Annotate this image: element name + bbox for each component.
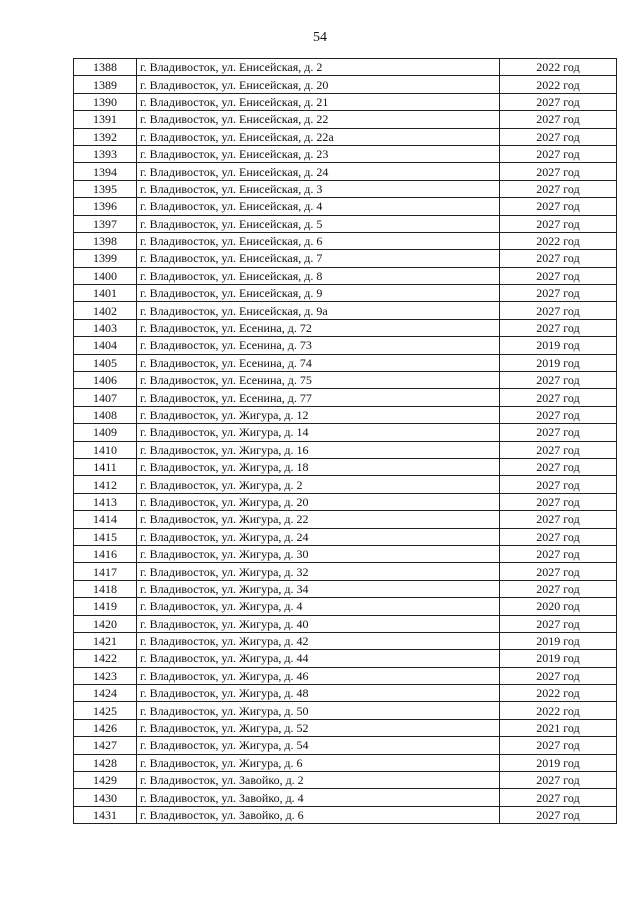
year-cell: 2027 год <box>500 319 617 336</box>
row-number-cell: 1406 <box>74 372 137 389</box>
year-cell: 2027 год <box>500 285 617 302</box>
year-cell: 2019 год <box>500 632 617 649</box>
address-cell: г. Владивосток, ул. Есенина, д. 72 <box>137 319 500 336</box>
address-cell: г. Владивосток, ул. Жигура, д. 32 <box>137 563 500 580</box>
row-number-cell: 1397 <box>74 215 137 232</box>
address-cell: г. Владивосток, ул. Енисейская, д. 8 <box>137 267 500 284</box>
table-row <box>74 198 617 215</box>
address-cell: г. Владивосток, ул. Жигура, д. 34 <box>137 580 500 597</box>
row-number-cell: 1401 <box>74 285 137 302</box>
address-cell: г. Владивосток, ул. Енисейская, д. 22а <box>137 128 500 145</box>
table-row <box>74 685 617 702</box>
row-number-cell: 1393 <box>74 145 137 162</box>
year-cell: 2027 год <box>500 789 617 806</box>
row-number-cell: 1410 <box>74 441 137 458</box>
year-cell: 2022 год <box>500 76 617 93</box>
table-row <box>74 493 617 510</box>
row-number-cell: 1402 <box>74 302 137 319</box>
year-cell: 2027 год <box>500 198 617 215</box>
row-number-cell: 1419 <box>74 598 137 615</box>
row-number-cell: 1427 <box>74 737 137 754</box>
row-number-cell: 1422 <box>74 650 137 667</box>
table-row <box>74 319 617 336</box>
table-row <box>74 528 617 545</box>
address-cell: г. Владивосток, ул. Жигура, д. 42 <box>137 632 500 649</box>
address-cell: г. Владивосток, ул. Есенина, д. 77 <box>137 389 500 406</box>
table-row <box>74 511 617 528</box>
row-number-cell: 1400 <box>74 267 137 284</box>
row-number-cell: 1424 <box>74 685 137 702</box>
table-row <box>74 667 617 684</box>
row-number-cell: 1395 <box>74 180 137 197</box>
table-row <box>74 389 617 406</box>
address-cell: г. Владивосток, ул. Енисейская, д. 9а <box>137 302 500 319</box>
year-cell: 2027 год <box>500 667 617 684</box>
row-number-cell: 1389 <box>74 76 137 93</box>
table-row <box>74 632 617 649</box>
table-row <box>74 111 617 128</box>
address-cell: г. Владивосток, ул. Жигура, д. 24 <box>137 528 500 545</box>
row-number-cell: 1408 <box>74 406 137 423</box>
address-cell: г. Владивосток, ул. Жигура, д. 14 <box>137 424 500 441</box>
year-cell: 2027 год <box>500 615 617 632</box>
year-cell: 2027 год <box>500 250 617 267</box>
row-number-cell: 1421 <box>74 632 137 649</box>
year-cell: 2027 год <box>500 389 617 406</box>
address-cell: г. Владивосток, ул. Енисейская, д. 22 <box>137 111 500 128</box>
address-cell: г. Владивосток, ул. Жигура, д. 4 <box>137 598 500 615</box>
address-cell: г. Владивосток, ул. Жигура, д. 20 <box>137 493 500 510</box>
row-number-cell: 1412 <box>74 476 137 493</box>
year-cell: 2027 год <box>500 180 617 197</box>
address-cell: г. Владивосток, ул. Енисейская, д. 23 <box>137 145 500 162</box>
table-row <box>74 337 617 354</box>
row-number-cell: 1405 <box>74 354 137 371</box>
year-cell: 2021 год <box>500 719 617 736</box>
row-number-cell: 1431 <box>74 806 137 823</box>
table-row <box>74 372 617 389</box>
table-row <box>74 285 617 302</box>
year-cell: 2027 год <box>500 215 617 232</box>
table-row <box>74 215 617 232</box>
address-cell: г. Владивосток, ул. Енисейская, д. 20 <box>137 76 500 93</box>
year-cell: 2022 год <box>500 685 617 702</box>
address-cell: г. Владивосток, ул. Жигура, д. 40 <box>137 615 500 632</box>
year-cell: 2019 год <box>500 754 617 771</box>
year-cell: 2027 год <box>500 93 617 110</box>
row-number-cell: 1409 <box>74 424 137 441</box>
address-cell: г. Владивосток, ул. Завойко, д. 4 <box>137 789 500 806</box>
row-number-cell: 1407 <box>74 389 137 406</box>
row-number-cell: 1390 <box>74 93 137 110</box>
address-cell: г. Владивосток, ул. Енисейская, д. 5 <box>137 215 500 232</box>
table-row <box>74 93 617 110</box>
row-number-cell: 1404 <box>74 337 137 354</box>
address-cell: г. Владивосток, ул. Жигура, д. 54 <box>137 737 500 754</box>
page-number: 54 <box>313 30 327 45</box>
row-number-cell: 1399 <box>74 250 137 267</box>
row-number-cell: 1398 <box>74 232 137 249</box>
address-cell: г. Владивосток, ул. Жигура, д. 12 <box>137 406 500 423</box>
table-row <box>74 267 617 284</box>
row-number-cell: 1391 <box>74 111 137 128</box>
row-number-cell: 1418 <box>74 580 137 597</box>
table-row <box>74 128 617 145</box>
table-row <box>74 424 617 441</box>
row-number-cell: 1425 <box>74 702 137 719</box>
address-cell: г. Владивосток, ул. Енисейская, д. 21 <box>137 93 500 110</box>
table-row <box>74 76 617 93</box>
year-cell: 2027 год <box>500 545 617 562</box>
address-cell: г. Владивосток, ул. Енисейская, д. 2 <box>137 59 500 76</box>
year-cell: 2022 год <box>500 59 617 76</box>
year-cell: 2027 год <box>500 441 617 458</box>
year-cell: 2027 год <box>500 493 617 510</box>
year-cell: 2027 год <box>500 737 617 754</box>
year-cell: 2027 год <box>500 163 617 180</box>
address-cell: г. Владивосток, ул. Есенина, д. 75 <box>137 372 500 389</box>
row-number-cell: 1417 <box>74 563 137 580</box>
row-number-cell: 1414 <box>74 511 137 528</box>
row-number-cell: 1428 <box>74 754 137 771</box>
year-cell: 2019 год <box>500 354 617 371</box>
year-cell: 2027 год <box>500 145 617 162</box>
row-number-cell: 1392 <box>74 128 137 145</box>
address-cell: г. Владивосток, ул. Жигура, д. 44 <box>137 650 500 667</box>
address-cell: г. Владивосток, ул. Завойко, д. 2 <box>137 772 500 789</box>
row-number-cell: 1394 <box>74 163 137 180</box>
year-cell: 2027 год <box>500 406 617 423</box>
address-cell: г. Владивосток, ул. Есенина, д. 73 <box>137 337 500 354</box>
year-cell: 2027 год <box>500 424 617 441</box>
table-row <box>74 545 617 562</box>
address-cell: г. Владивосток, ул. Есенина, д. 74 <box>137 354 500 371</box>
table-row <box>74 598 617 615</box>
table-row <box>74 789 617 806</box>
table-row <box>74 232 617 249</box>
table-row <box>74 163 617 180</box>
address-cell: г. Владивосток, ул. Жигура, д. 6 <box>137 754 500 771</box>
address-cell: г. Владивосток, ул. Енисейская, д. 24 <box>137 163 500 180</box>
year-cell: 2027 год <box>500 476 617 493</box>
housing-registry-table <box>73 58 617 824</box>
address-cell: г. Владивосток, ул. Завойко, д. 6 <box>137 806 500 823</box>
table-row <box>74 754 617 771</box>
address-cell: г. Владивосток, ул. Енисейская, д. 9 <box>137 285 500 302</box>
year-cell: 2027 год <box>500 806 617 823</box>
table-row <box>74 145 617 162</box>
row-number-cell: 1411 <box>74 458 137 475</box>
address-cell: г. Владивосток, ул. Жигура, д. 16 <box>137 441 500 458</box>
table-row <box>74 302 617 319</box>
table-row <box>74 406 617 423</box>
row-number-cell: 1396 <box>74 198 137 215</box>
table-row <box>74 737 617 754</box>
year-cell: 2022 год <box>500 702 617 719</box>
table-row <box>74 615 617 632</box>
table-row <box>74 580 617 597</box>
address-cell: г. Владивосток, ул. Жигура, д. 50 <box>137 702 500 719</box>
year-cell: 2027 год <box>500 372 617 389</box>
year-cell: 2022 год <box>500 232 617 249</box>
address-cell: г. Владивосток, ул. Жигура, д. 46 <box>137 667 500 684</box>
row-number-cell: 1430 <box>74 789 137 806</box>
year-cell: 2027 год <box>500 580 617 597</box>
year-cell: 2019 год <box>500 650 617 667</box>
table-body <box>74 59 617 824</box>
address-cell: г. Владивосток, ул. Енисейская, д. 6 <box>137 232 500 249</box>
table-row <box>74 476 617 493</box>
year-cell: 2019 год <box>500 337 617 354</box>
table-row <box>74 563 617 580</box>
address-cell: г. Владивосток, ул. Жигура, д. 48 <box>137 685 500 702</box>
table-row <box>74 719 617 736</box>
row-number-cell: 1420 <box>74 615 137 632</box>
address-cell: г. Владивосток, ул. Енисейская, д. 3 <box>137 180 500 197</box>
row-number-cell: 1413 <box>74 493 137 510</box>
row-number-cell: 1388 <box>74 59 137 76</box>
row-number-cell: 1416 <box>74 545 137 562</box>
year-cell: 2027 год <box>500 772 617 789</box>
year-cell: 2027 год <box>500 302 617 319</box>
table-row <box>74 702 617 719</box>
table-row <box>74 250 617 267</box>
table-row <box>74 650 617 667</box>
year-cell: 2020 год <box>500 598 617 615</box>
address-cell: г. Владивосток, ул. Жигура, д. 52 <box>137 719 500 736</box>
year-cell: 2027 год <box>500 528 617 545</box>
address-cell: г. Владивосток, ул. Енисейская, д. 4 <box>137 198 500 215</box>
address-cell: г. Владивосток, ул. Енисейская, д. 7 <box>137 250 500 267</box>
table-row <box>74 772 617 789</box>
year-cell: 2027 год <box>500 511 617 528</box>
row-number-cell: 1423 <box>74 667 137 684</box>
table-row <box>74 458 617 475</box>
table-row <box>74 806 617 823</box>
year-cell: 2027 год <box>500 267 617 284</box>
year-cell: 2027 год <box>500 128 617 145</box>
year-cell: 2027 год <box>500 563 617 580</box>
address-cell: г. Владивосток, ул. Жигура, д. 18 <box>137 458 500 475</box>
address-cell: г. Владивосток, ул. Жигура, д. 30 <box>137 545 500 562</box>
address-cell: г. Владивосток, ул. Жигура, д. 2 <box>137 476 500 493</box>
address-cell: г. Владивосток, ул. Жигура, д. 22 <box>137 511 500 528</box>
table-row <box>74 59 617 76</box>
row-number-cell: 1403 <box>74 319 137 336</box>
table-row <box>74 441 617 458</box>
year-cell: 2027 год <box>500 111 617 128</box>
row-number-cell: 1426 <box>74 719 137 736</box>
table-row <box>74 354 617 371</box>
row-number-cell: 1429 <box>74 772 137 789</box>
year-cell: 2027 год <box>500 458 617 475</box>
table-row <box>74 180 617 197</box>
row-number-cell: 1415 <box>74 528 137 545</box>
